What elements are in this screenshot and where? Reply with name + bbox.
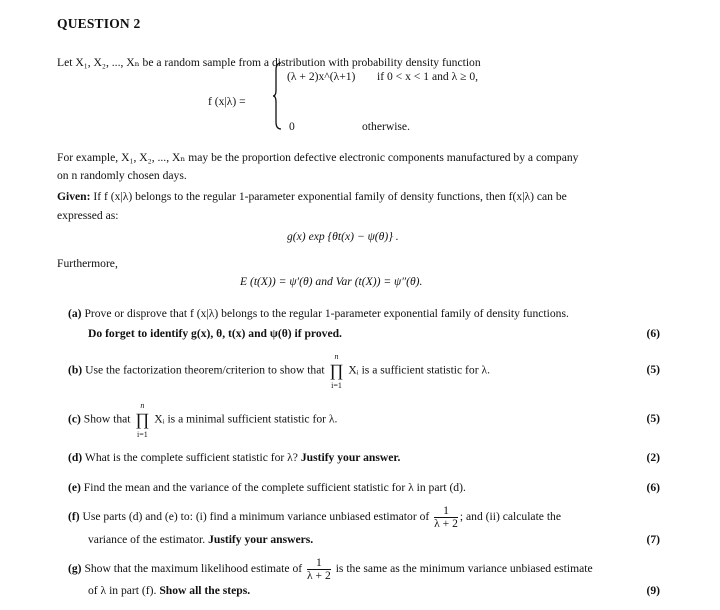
pdf-case2-expr: 0 xyxy=(289,120,295,133)
part-e-label: (e) xyxy=(68,481,81,494)
part-b-marks: (5) xyxy=(646,363,660,376)
part-d-marks: (2) xyxy=(646,451,660,464)
exp-family-formula: g(x) exp {θt(x) − ψ(θ)} . xyxy=(287,230,399,243)
part-f-marks: (7) xyxy=(646,533,660,546)
furthermore-text: Furthermore, xyxy=(57,257,118,270)
part-c-marks: (5) xyxy=(646,412,660,425)
part-f-text: Use parts (d) and (e) to: (i) find a minimum variance unbiased estimator of xyxy=(82,510,430,524)
part-c-label: (c) xyxy=(68,412,81,426)
part-a-text: Prove or disprove that f (x|λ) belongs to the regular 1-parameter exponential family of density functions. xyxy=(84,307,569,320)
part-b-text: Use the factorization theorem/criterion to show that xyxy=(85,363,325,377)
given-line-2: expressed as: xyxy=(57,209,119,222)
part-a-line-2: Do forget to identify g(x), θ, t(x) and ψ(θ) if proved. xyxy=(88,327,342,340)
part-d-label: (d) xyxy=(68,451,83,464)
pdf-lhs: f (x|λ) = xyxy=(208,95,246,108)
part-g-tail: is the same as the minimum variance unbiased estimate xyxy=(335,562,593,576)
part-b-tail: Xᵢ is a sufficient statistic for λ. xyxy=(348,363,490,377)
part-g-marks: (9) xyxy=(646,584,660,597)
part-e-text: Find the mean and the variance of the complete sufficient statistic for λ in part (d). xyxy=(83,481,466,494)
given-text: If f (x|λ) belongs to the regular 1-parameter exponential family of density functions, then f(x|λ) can be xyxy=(93,190,567,203)
part-f-label: (f) xyxy=(68,510,80,524)
left-brace-icon xyxy=(272,62,282,130)
product-symbol: n ∏ i=1 xyxy=(329,352,344,390)
fraction-one-over-lambda-plus-two: $\frac{1}{\lambda + 2}$ xyxy=(434,504,458,530)
moments-formula: E (t(X)) = ψ′(θ) and Var (t(X)) = ψ″(θ). xyxy=(240,275,423,288)
part-a-label: (a) xyxy=(68,307,82,320)
part-f-line-2: variance of the estimator. xyxy=(88,533,206,546)
part-f-tail: ; and (ii) calculate the xyxy=(459,510,561,524)
pdf-case2-cond: otherwise. xyxy=(362,120,410,133)
part-a-marks: (6) xyxy=(646,327,660,340)
intro-text: Let X₁, X₂, ..., Xₙ be a random sample from a distribution with probability density function xyxy=(57,56,481,69)
fraction-one-over-lambda-plus-two: $\frac{1}{\lambda + 2}$ xyxy=(307,556,331,582)
part-f-bold: Justify your answers. xyxy=(208,533,314,546)
part-d-text: What is the complete sufficient statistic for λ? xyxy=(84,451,298,464)
question-title: QUESTION 2 xyxy=(57,16,141,31)
part-g-text: Show that the maximum likelihood estimate of xyxy=(84,562,303,576)
part-g-bold: Show all the steps. xyxy=(159,584,251,597)
part-c-text: Show that xyxy=(83,412,131,426)
given-label: Given: xyxy=(57,190,91,203)
example-line-2: on n randomly chosen days. xyxy=(57,169,187,182)
part-g-line-2: of λ in part (f). xyxy=(88,584,157,597)
pdf-case1-expr: (λ + 2)x^(λ+1) xyxy=(287,70,356,83)
part-c-tail: Xᵢ is a minimal sufficient statistic for λ. xyxy=(154,412,338,426)
part-d-bold: Justify your answer. xyxy=(300,451,401,464)
part-e-marks: (6) xyxy=(646,481,660,494)
part-g-label: (g) xyxy=(68,562,82,576)
product-symbol: n ∏ i=1 xyxy=(135,401,150,439)
example-line-1: For example, X₁, X₂, ..., Xₙ may be the proportion defective electronic components manufactured by a company xyxy=(57,151,579,164)
part-b-label: (b) xyxy=(68,363,83,377)
pdf-case1-cond: if 0 < x < 1 and λ ≥ 0, xyxy=(377,70,479,83)
